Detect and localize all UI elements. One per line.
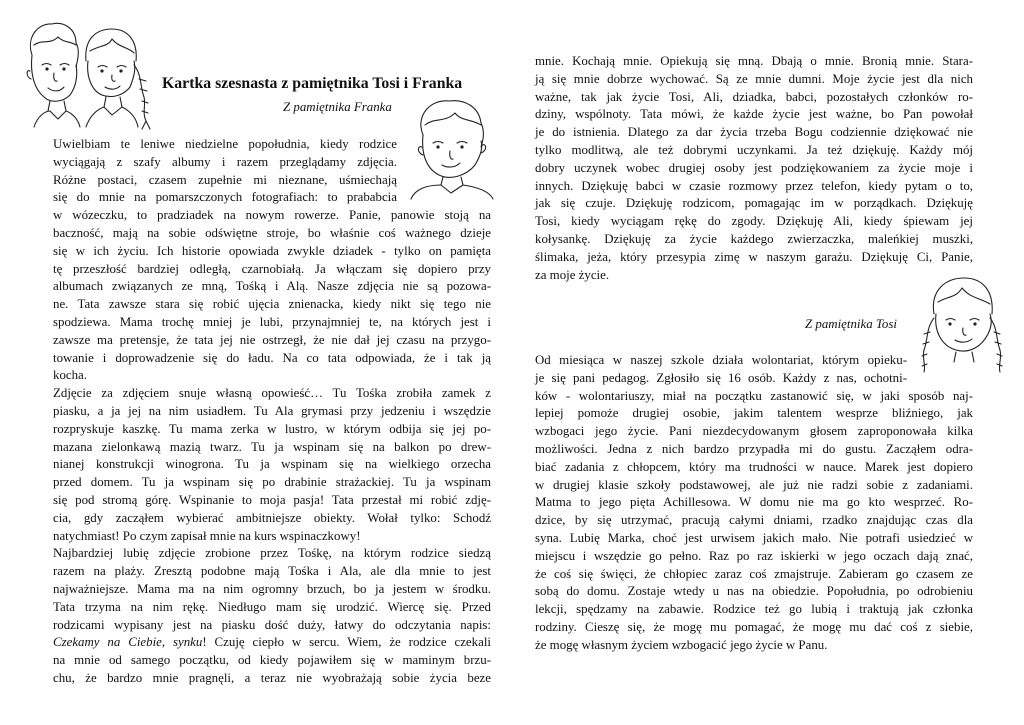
text-line: ją się mnie dobrze wychować. Są ze mnie dumni. Moje życie jest dla nich [535, 71, 973, 86]
text-line: sobą do domu. Zostaje wtedy u nas na obiedzie. Popołudnia, po odrobieniu [535, 584, 973, 599]
boy-drawing [405, 95, 500, 200]
page-title: Kartka szesnasta z pamiętnika Tosi i Franka [162, 74, 463, 92]
text-line: mazana zielonkawą mazią twarz. Tu ja wspinam się na balkon po drew- [53, 439, 491, 454]
text-line: tylko modlitwą, ale też dobrymi uczynkami. Ja też dziękuję. Każdy mój [535, 143, 973, 157]
text-line: dziny, wspólnoty. Tata mówi, że każde życie jest ważne, bo Pan powołał [535, 107, 973, 122]
text-line: albumach związanych ze mną, Tośką i Alą. Nasze zdjęcia nie są pozowa- [53, 279, 491, 294]
text-line: mnie. Kochają mnie. Opiekują się mną. Dbają o mnie. Bronią mnie. Stara- [535, 54, 973, 68]
children-drawing [20, 15, 160, 133]
text-line: syna. Lubię Marka, choć jest urwisem jakich mało. Nie potrafi usiedzieć w [535, 531, 973, 545]
text-line: innych. Dziękuję babci w czasie rozmowy przez telefon, kiedy pytam o to, [535, 178, 973, 193]
text-line: dzice, by się utrzymać, pracują całymi dniami, rzadko znajdując czas dla [535, 513, 973, 528]
text-line: Najbardziej lubię zdjęcie zrobione przez Tośkę, na którym rodzice siedzą [53, 546, 491, 561]
text-line: Uwielbiam te leniwe niedzielne popołudnia, kiedy rodzice [53, 137, 397, 151]
text-line: w wózeczku, to pradziadek na nowym rowerze. Panie, panowie stoją na [53, 208, 491, 223]
text-line: ne. Tata zawsze stara się robić ujęcia znienacka, kiedy nikt się tego nie [53, 297, 491, 312]
text-line: się do mnie na pomarszczonych fotografiach: to prababcia [53, 190, 397, 205]
text-line: się w ich życiu. Ich historie opowiada zwykle dziadek - tylko on pamięta [53, 243, 491, 258]
text-line: baczność, mają na sobie odświętne stroje, bo właśnie coś ważnego dzieje [53, 226, 491, 240]
text-line: biać zadania z chłopcem, który ma trudności w nauce. Marek jest dopiero [535, 459, 973, 474]
text-line: rodziny. Cieszę się, że mogę mu pomagać, że mogę mu dać coś z siebie, [535, 620, 973, 634]
text-line: kocha. [53, 368, 88, 383]
text-line: razem na plaży. Zresztą podobne mają Tośka i Ala, ale dla mnie to jest [53, 564, 491, 579]
text-line: w drugiej klasie szkoły podstawowej, ale już nie radzi sobie z zadaniami. [535, 477, 973, 492]
text-line: przed domem. Tu ja wspinam się po drabinie strażackiej. Tu ja wspinam [53, 475, 491, 490]
text-line: Matma to jego pięta Achillesowa. W domu nie ma go kto wesprzeć. Ro- [535, 495, 973, 510]
text-line: Tata trzyma na nim rękę. Niedługo mam się urodzić. Wiercę się. Przed [53, 599, 491, 614]
text-line: je do istnienia. Dlatego za dar życia trzeba Bogu codziennie dziękować nie [535, 125, 973, 140]
text-line: cia, gdy zacząłem wybierać ambitniejsze obiekty. Wołał tylko: Schodź [53, 510, 491, 525]
text-line-tail: ! Czuję ciepło w sercu. Wiem, że rodzice czekali [202, 635, 491, 650]
text-line: dobry uczynek wobec drugiej osoby jest podziękowaniem za życie moje i [535, 160, 973, 175]
franek-diary-subtitle: Z pamiętnika Franka [283, 100, 392, 114]
text-line: ków - wolontariuszy, miał na początku zastanowić się, w jaki sposób naj- [535, 388, 973, 403]
text-line: na mnie od samego początku, od kiedy pojawiłem się w maminym brzu- [53, 653, 491, 668]
text-line: zawsze ma pretensje, że tata jej nie ostrzegł, że nie dał jej czasu na przygo- [53, 332, 491, 347]
text-line: towanie i doprowadzenie się do ładu. Na co tata odpowiada, że i tak ją [53, 350, 491, 365]
text-line: najważniejsze. Mama ma na nim ogromny brzuch, bo ja jestem w środku. [53, 582, 491, 596]
text-line: ważne, tak jak życie Tosi, Ali, dziadka, babci, pozostałych członków ro- [535, 89, 973, 104]
text-line: Od miesiąca w naszej szkole działa wolontariat, którym opieku- [535, 353, 907, 367]
text-line: natychmiast! Po czym zapisał mnie na kurs wspinaczkowy! [53, 528, 361, 543]
text-line: je się pani pedagog. Zgłosiło się 16 osób. Każdy z nas, ochotni- [535, 370, 907, 385]
text-line: rodzicami wypisany jest na piasku dość duży, łatwy do odczytania napis: [53, 617, 491, 632]
text-line [53, 634, 491, 652]
text-line: wyciągają z szafy albumy i razem przeglądamy zdjęcia. [53, 154, 397, 169]
text-line: Tosi, kiedy wyciągam rękę do zgody. Dziękuję Ali, kiedy śpiewam jej [535, 214, 973, 229]
text-line: ślimaka, jeża, który przesypia zimę w naszym garażu. Dziękuję Ci, Panie, [535, 249, 973, 264]
text-line: Zdjęcie za zdjęciem snuje własną opowieść… Tu Tośka zrobiła zamek z [53, 386, 491, 401]
text-line: tę przeszłość bardziej odległą, czarnobiałą. Ja włączam się dopiero przy [53, 261, 491, 276]
text-line: rozpryskuje kaszkę. Tu mama zerka w lustro, w którym odbija się jej po- [53, 421, 491, 436]
sand-inscription: Czekamy na Ciebie, synku [53, 635, 203, 650]
text-line: spodziewa. Mama trochę mniej je lubi, przynajmniej te, na których jest i [53, 315, 491, 329]
text-line: lepiej pomoże drugiej osobie, jakim talentem wesprze bliźniego, jak [535, 406, 973, 421]
text-line: nianej konstrukcji winogrona. Tu ja wspinam się na wielkiego orzecha [53, 457, 491, 472]
text-line: chu, że bardzo mnie pragnęli, a teraz nie wyobrażają sobie życia beze [53, 671, 491, 685]
text-line: że mogę własnym życiem wzbogacić jego życie w Panu. [535, 637, 828, 652]
text-line: jak się czuje. Dziękuję rodzicom, pomagając im w porządkach. Dziękuję [535, 196, 973, 211]
text-line: się pod stromą górę. Wspinanie to moja pasja! Tata przestał mi robić zdję- [53, 493, 491, 507]
text-line: miejscu i wszędzie go pełno. Raz po raz iskierki w jego oczach dają znać, [535, 548, 973, 563]
text-line: wzbogaci jego życie. Pani niezdecydowanym głosem zaproponowała kilka [535, 424, 973, 439]
text-line: że coś się święci, że chłopiec zaraz coś zmajstruje. Zabieram go czasem ze [535, 566, 973, 581]
girl-drawing [920, 270, 1005, 375]
text-line: możliwości. Jedna z nich bardzo przypadła mi do gustu. Zacząłem odra- [535, 442, 973, 456]
tosia-diary-subtitle: Z pamiętnika Tosi [805, 317, 897, 331]
text-line: kołysankę. Dziękuję za życie każdego zwierzaczka, maleńkiej muszki, [535, 232, 973, 246]
text-line: za moje życie. [535, 267, 610, 282]
text-line: Różne postaci, czasem zupełnie mi nieznane, uśmiechają [53, 172, 397, 187]
text-line: lekcji, spędzamy na zabawie. Rodzice też go lubią i traktują jak członka [535, 602, 973, 617]
text-line: piasku, a ja jej na nim usiadłem. Tu Ala grymasi przy jedzeniu i wszędzie [53, 404, 491, 418]
